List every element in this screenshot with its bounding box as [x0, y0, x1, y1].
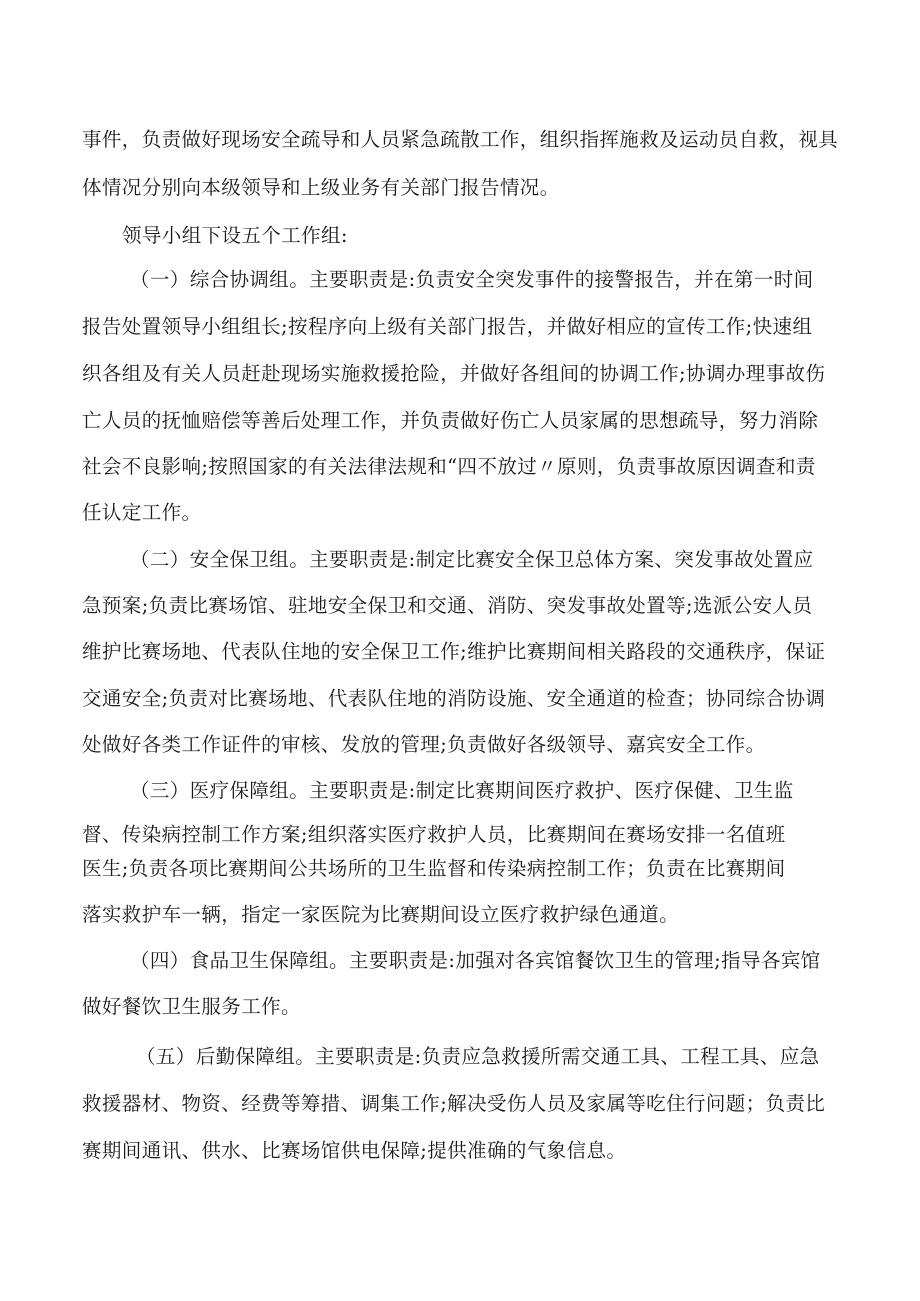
paragraph-line: 社会不良影响;按照国家的有关法律法规和“四不放过〃原则，负责事故原因调查和责 — [82, 455, 816, 478]
paragraph-line: 赛期间通讯、供水、比赛场馆供电保障;提供准确的气象信息。 — [82, 1139, 627, 1162]
paragraph-line: 做好餐饮卫生服务工作。 — [82, 995, 301, 1018]
paragraph-line: 维护比赛场地、代表队住地的安全保卫工作;维护比赛期间相关路段的交通秩序，保证 — [82, 640, 826, 663]
paragraph-line: 领导小组下设五个工作组: — [122, 224, 348, 247]
paragraph-line: （二）安全保卫组。主要职责是:制定比赛安全保卫总体方案、突发事故处置应 — [130, 548, 814, 571]
paragraph-line: 落实救护车一辆，指定一家医院为比赛期间设立医疗救护绿色通道。 — [82, 903, 680, 926]
paragraph-line: 医生;负责各项比赛期间公共场所的卫生监督和传染病控制工作；负责在比赛期间 — [82, 857, 786, 880]
paragraph-line: （三）医疗保障组。主要职责是:制定比赛期间医疗救护、医疗保健、卫生监 — [130, 779, 794, 802]
paragraph-line: （四）食品卫生保障组。主要职责是:加强对各宾馆餐饮卫生的管理;指导各宾馆 — [130, 949, 821, 972]
paragraph-line: （一）综合协调组。主要职责是:负责安全突发事件的接警报告，并在第一时间 — [130, 268, 814, 291]
paragraph-line: 报告处置领导小组组长;按程序向上级有关部门报告，并做好相应的宣传工作;快速组 — [82, 315, 813, 338]
paragraph-line: 救援器材、物资、经费等筹措、调集工作;解决受伤人员及家属等吃住行问题；负责比 — [82, 1092, 826, 1115]
paragraph-line: 亡人员的抚恤赔偿等善后处理工作，并负责做好伤亡人员家属的思想疏导，努力消除 — [82, 409, 819, 432]
paragraph-line: （五）后勤保障组。主要职责是:负责应急救援所需交通工具、工程工具、应急 — [136, 1045, 820, 1068]
paragraph-line: 任认定工作。 — [82, 501, 202, 524]
paragraph-line: 处做好各类工作证件的审核、发放的管理;负责做好各级领导、嘉宾安全工作。 — [82, 733, 766, 756]
paragraph-line: 织各组及有关人员赶赴现场实施救援抢险，并做好各组间的协调工作;协调办理事故伤 — [82, 362, 826, 385]
paragraph-line: 体情况分别向本级领导和上级业务有关部门报告情况。 — [82, 176, 560, 199]
paragraph-line: 督、传染病控制工作方案;组织落实医疗救护人员，比赛期间在赛场安排一名值班 — [82, 823, 786, 846]
paragraph-line: 交通安全;负责对比赛场地、代表队住地的消防设施、安全通道的检查；协同综合协调 — [82, 687, 826, 710]
paragraph-line: 急预案;负责比赛场馆、驻地安全保卫和交通、消防、突发事故处置等;选派公安人员 — [82, 594, 813, 617]
paragraph-line: 事件，负责做好现场安全疏导和人员紧急疏散工作，组织指挥施救及运动员自救，视具 — [82, 128, 839, 151]
